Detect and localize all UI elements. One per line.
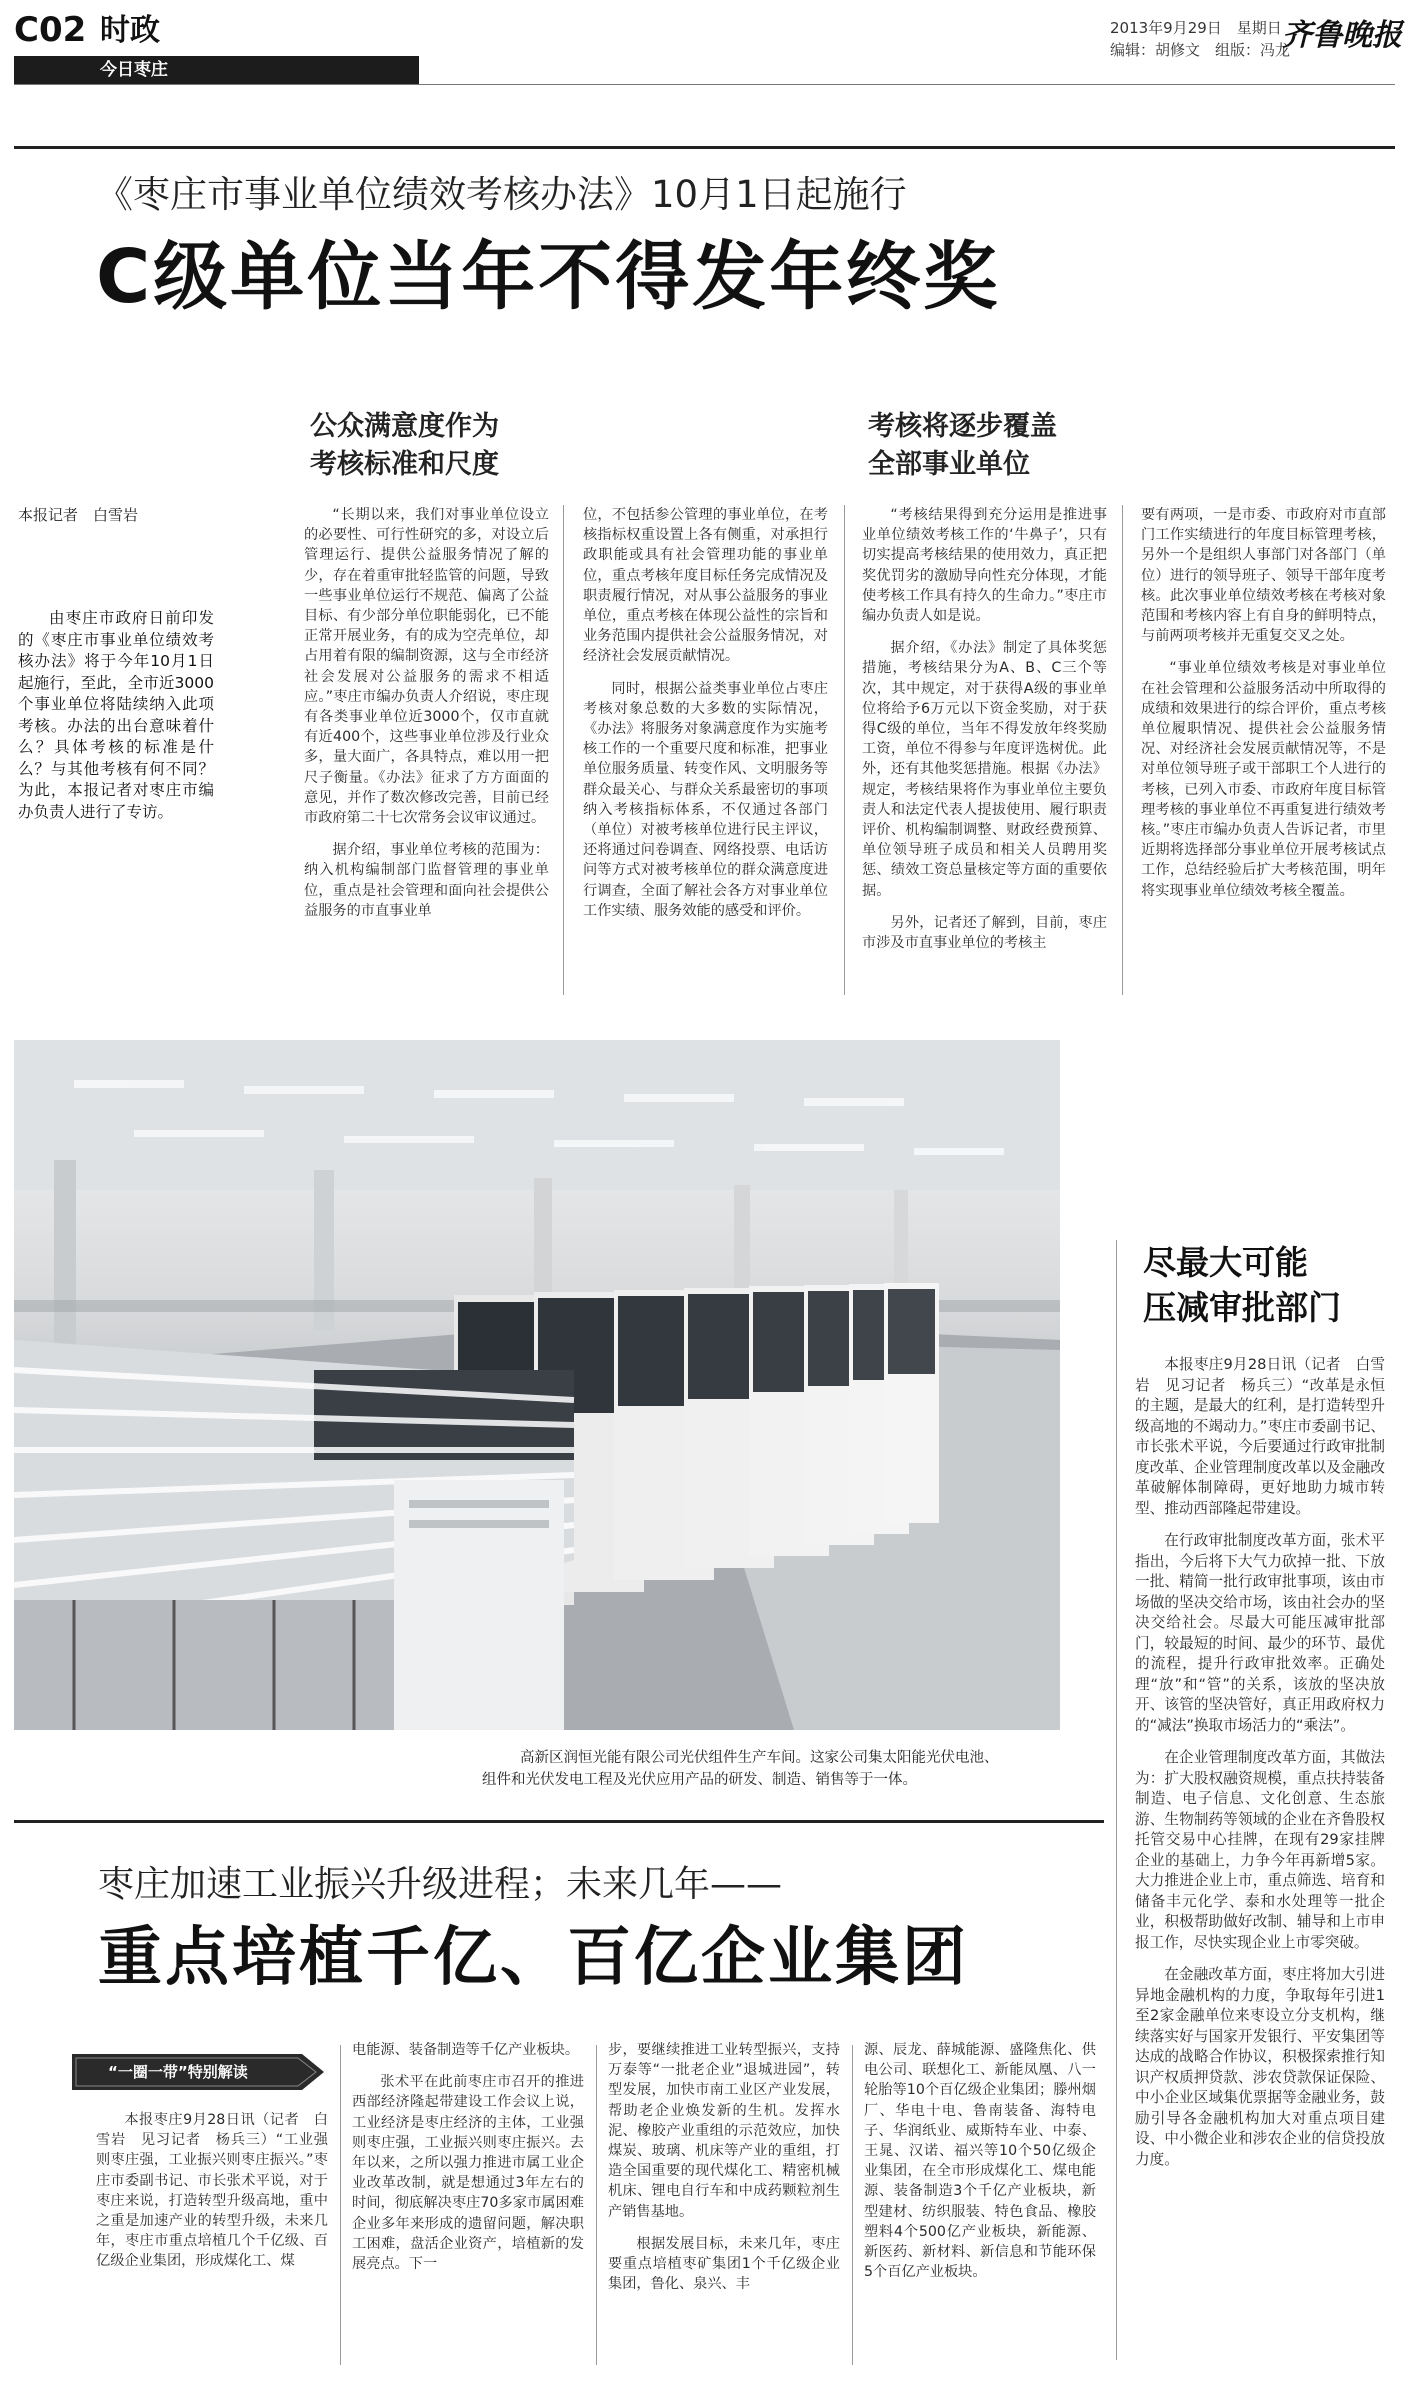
article2-headline-line2: 压减审批部门	[1143, 1288, 1341, 1327]
subsection-name: 今日枣庄	[100, 60, 168, 80]
article1-col2-para1: 位，不包括参公管理的事业单位，在考核指标权重设置上各有侧重，对承担行政职能或具有社会管理功能的事业单位，重点考核年度目标任务完成情况及职责履行情况，对从事公益服务的事业单位，重点考核在体现公益性的宗旨和业务范围内提供社会公益服务情况，对经济社会发展贡献情况。	[583, 507, 828, 665]
article3-col3-para2: 根据发展目标，未来几年，枣庄要重点培植枣矿集团1个千亿级企业集团，鲁化、泉兴、丰	[608, 2235, 840, 2293]
photo-caption-line-2: 组件和光伏发电工程及光伏应用产品的研发、制造、销售等于一体。	[482, 1772, 917, 1788]
article1-kicker: 《枣庄市事业单位绩效考核办法》10月1日起施行	[96, 173, 907, 216]
photo-caption-line-1: 高新区润恒光能有限公司光伏组件生产车间。这家公司集太阳能光伏电池、	[520, 1750, 999, 1766]
special-report-badge-text: “一圈一带”特别解读	[108, 2063, 248, 2081]
article1-col4-para2: “事业单位绩效考核是对事业单位在社会管理和公益服务活动中所取得的成绩和效果进行的综合评价，重点考核单位履职情况、提供社会公益服务情况、对经济社会发展贡献情况等，不是对单位领导班子或干部职工个人进行的考核，已列入市委、市政府年度目标管理考核的事业单位不再重复进行绩效考核。”枣庄市编办负责人告诉记者，市里近期将选择部分事业单位开展考核试点工作，总结经验后扩大考核范围，明年将实现事业单位绩效考核全覆盖。	[1141, 660, 1386, 899]
article1-col3-para1: “考核结果得到充分运用是推进事业单位绩效考核工作的‘牛鼻子’，只有切实提高考核结果的使用效力，真正把奖优罚劣的激励导向性充分体现，才能使考核工作具有持久的生命力。”枣庄市编办负责人如是说。	[862, 507, 1107, 625]
article1-subhead-2-line1: 考核将逐步覆盖	[868, 411, 1057, 442]
article1-headline: C级单位当年不得发年终奖	[96, 234, 1001, 320]
article1-col2-para2: 同时，根据公益类事业单位占枣庄考核对象总数的大多数的实际情况，《办法》将服务对象满意度作为实施考核工作的一个重要尺度和标准，把事业单位服务质量、转变作风、文明服务等群众最关心、与群众关系最密切的事项纳入考核指标体系，不仅通过各部门（单位）对被考核单位进行民主评议，还将通过问卷调查、网络投票、电话访问等方式对被考核单位的群众满意度进行调查，全面了解社会各方对事业单位工作实绩、服务效能的感受和评价。	[583, 680, 828, 919]
article1-subhead-1-line2: 考核标准和尺度	[310, 449, 499, 480]
article3-kicker: 枣庄加速工业振兴升级进程；未来几年——	[98, 1864, 783, 1905]
article3-column-2	[352, 2040, 584, 2375]
factory-photo	[14, 1040, 1060, 1730]
article3-col1-text: 本报枣庄9月28日讯（记者 白雪岩 见习记者 杨兵三）“工业强则枣庄强，工业振兴则枣庄振兴。”枣庄市委副书记、市长张术平说，对于枣庄来说，打造转型升级高地，重中之重是加速产业的转型升级，未来几年，枣庄市重点培植几个千亿级、百亿级企业集团，形成煤化工、煤	[96, 2112, 328, 2270]
article2-para2: 在行政审批制度改革方面，张术平指出，今后将下大气力砍掉一批、下放一批、精简一批行政审批事项，该由市场做的坚决交给市场，该由社会办的坚决交给社会。尽最大可能压减审批部门，较最短的时间、最少的环节、最优的流程，提升行政审批效率。正确处理“放”和“管”的关系，该放的坚决放开、该管的坚决管好，真正用政府权力的“减法”换取市场活力的“乘法”。	[1135, 1532, 1385, 1734]
editors-line: 编辑：胡修文 组版：冯龙	[1110, 41, 1291, 59]
column-divider	[1116, 1240, 1117, 2360]
article3-col2-para1: 电能源、装备制造等千亿产业板块。	[352, 2042, 580, 2058]
article3-top-rule	[14, 1820, 1104, 1823]
article2-para4: 在金融改革方面，枣庄将加大引进异地金融机构的力度，争取每年引进1至2家金融单位来枣设立分支机构，继续落实好与国家开发银行、平安集团等达成的战略合作协议，积极探索推行知识产权质押贷款、涉农贷款保证保险、中小企业区域集优票据等金融业务，鼓励引导各金融机构加大对重点项目建设、中小微企业和涉农企业的信贷投放力度。	[1135, 1966, 1385, 2168]
article2-para1: 本报枣庄9月28日讯（记者 白雪岩 见习记者 杨兵三）“改革是永恒的主题，是最大的红利，是打造转型升级高地的不竭动力。”枣庄市委副书记、市长张术平说，今后要通过行政审批制度改革、企业管理制度改革以及金融改革破解体制障碍，更好地助力城市转型、推动西部隆起带建设。	[1135, 1356, 1385, 1517]
masthead-rule	[14, 84, 1395, 85]
article2-headline-line1: 尽最大可能	[1143, 1243, 1308, 1282]
column-divider	[852, 2045, 853, 2365]
article1-col3-para3: 另外，记者还了解到，目前，枣庄市涉及市直事业单位的考核主	[862, 914, 1107, 952]
section-bar	[14, 56, 419, 84]
article3-col3-para1: 步，要继续推进工业转型振兴，支持万泰等“一批老企业”退城进园”，转型发展，加快市南工业区产业发展，帮助老企业焕发新的生机。发挥水泥、橡胶产业重组的示范效应，加快煤炭、玻璃、机床等产业的重组，打造全国重要的现代煤化工、精密机械机床、锂电自行车和中成药颗粒剂生产销售基地。	[608, 2042, 840, 2220]
page-code: C02	[14, 10, 87, 50]
special-report-badge	[72, 2050, 332, 2094]
article1-subhead-2	[868, 408, 1057, 484]
column-divider	[1122, 505, 1123, 995]
article1-col3-para2: 据介绍，《办法》制定了具体奖惩措施，考核结果分为A、B、C三个等次，其中规定，对于获得A级的事业单位将给予6万元以下资金奖励，对于获得C级的单位，当年不得发放年终奖励工资，单位不得参与年度评选树优。此外，还有其他奖惩措施。根据《办法》规定，考核结果将作为事业单位主要负责人和法定代表人提拔使用、履行职责评价、机构编制调整、财政经费预算、单位领导班子成员和相关人员聘用奖惩、绩效工资总量核定等方面的重要依据。	[862, 640, 1107, 899]
article1-subhead-1	[310, 408, 499, 484]
article1-column-3	[862, 505, 1107, 1000]
article1-col1-para1: “长期以来，我们对事业单位设立的必要性、可行性研究的多，对设立后管理运行、提供公益服务情况了解的少，存在着重审批轻监管的问题，导致一些事业单位运行不规范、偏离了公益目标、有少部分单位职能弱化，已不能正常开展业务，有的成为空壳单位，却占用着有限的编制资源，这与全市经济社会发展对公益服务的需求不相适应。”枣庄市编办负责人介绍说，枣庄现有各类事业单位近3000个，仅市直就有近400个，这些事业单位涉及行业众多，量大面广，各具特点，难以用一把尺子衡量。《办法》征求了方方面面的意见，并作了数次修改完善，目前已经市政府第二十七次常务会议审议通过。	[304, 507, 549, 827]
article3-column-1	[96, 2110, 328, 2375]
article3-column-3	[608, 2040, 840, 2375]
paper-name-logo: 齐鲁晚报	[1282, 18, 1402, 53]
article3-col2-para2: 张术平在此前枣庄市召开的推进西部经济隆起带建设工作会议上说，工业经济是枣庄经济的主体，工业强则枣庄强，工业振兴则枣庄振兴。去年以来，之所以强力推进市属工业企业改革改制，就是想通过3年左右的时间，彻底解决枣庄70多家市属困难企业多年来形成的遗留问题，解决职工困难，盘活企业资产，培植新的发展亮点。下一	[352, 2074, 584, 2273]
article3-column-4	[864, 2040, 1096, 2375]
article1-lead	[18, 608, 214, 858]
article3-headline: 重点培植千亿、百亿企业集团	[98, 1921, 969, 1995]
article1-column-1	[304, 505, 549, 1000]
article1-subhead-2-line2: 全部事业单位	[868, 449, 1030, 480]
article1-column-4	[1141, 505, 1386, 1000]
article1-lead-text: 由枣庄市政府日前印发的《枣庄市事业单位绩效考核办法》将于今年10月1日起施行，至此，全市近3000个事业单位将陆续纳入此项考核。办法的出台意味着什么？具体考核的标准是什么？与其他考核有何不同？为此，本报记者对枣庄市编办负责人进行了专访。	[18, 609, 214, 821]
article2-body	[1135, 1355, 1385, 2370]
column-divider	[844, 505, 845, 995]
article3-col4-text: 源、辰龙、薛城能源、盛隆焦化、供电公司、联想化工、新能凤凰、八一轮胎等10个百亿级企业集团；滕州烟厂、华电十电、鲁南装备、海特电子、华润纸业、威斯特车业、中泰、王晁、汉诺、福兴等10个50亿级企业集团，在全市形成煤化工、煤电能源、装备制造3个千亿产业板块，新型建材、纺织服装、特色食品、橡胶塑料4个500亿产业板块，新能源、新医药、新材料、新信息和节能环保5个百亿产业板块。	[864, 2042, 1096, 2281]
article1-subhead-1-line1: 公众满意度作为	[310, 411, 499, 442]
column-divider	[340, 2045, 341, 2365]
article1-top-rule	[14, 146, 1395, 149]
article1-col4-para1: 要有两项，一是市委、市政府对市直部门工作实绩进行的年度目标管理考核，另外一个是组织人事部门对各部门（单位）进行的领导班子、领导干部年度考核。此次事业单位绩效考核在考核对象范围和考核内容上有自身的鲜明特点，与前两项考核并无重复交叉之处。	[1141, 507, 1386, 645]
article2-headline	[1143, 1240, 1341, 1330]
column-divider	[563, 505, 564, 995]
article1-column-2	[583, 505, 828, 1000]
article1-col1-para2: 据介绍，事业单位考核的范围为：纳入机构编制部门监督管理的事业单位，重点是社会管理和面向社会提供公益服务的市直事业单	[304, 842, 549, 919]
article2-para3: 在企业管理制度改革方面，其做法为：扩大股权融资规模，重点扶持装备制造、电子信息、文化创意、生态旅游、生物制药等领域的企业在齐鲁股权托管交易中心挂牌，在现有29家挂牌企业的基础上，力争今年再新增5家。大力推进企业上市，重点筛选、培育和储备丰元化学、泰和水处理等一批企业，积极帮助做好改制、辅导和上市申报工作，尽快实现企业上市零突破。	[1135, 1749, 1385, 1951]
section-name: 时政	[100, 13, 160, 48]
date-line: 2013年9月29日 星期日	[1110, 19, 1282, 37]
column-divider	[596, 2045, 597, 2365]
article1-byline: 本报记者 白雪岩	[18, 506, 139, 524]
solar-panel-production-line-image	[14, 1040, 1060, 1730]
